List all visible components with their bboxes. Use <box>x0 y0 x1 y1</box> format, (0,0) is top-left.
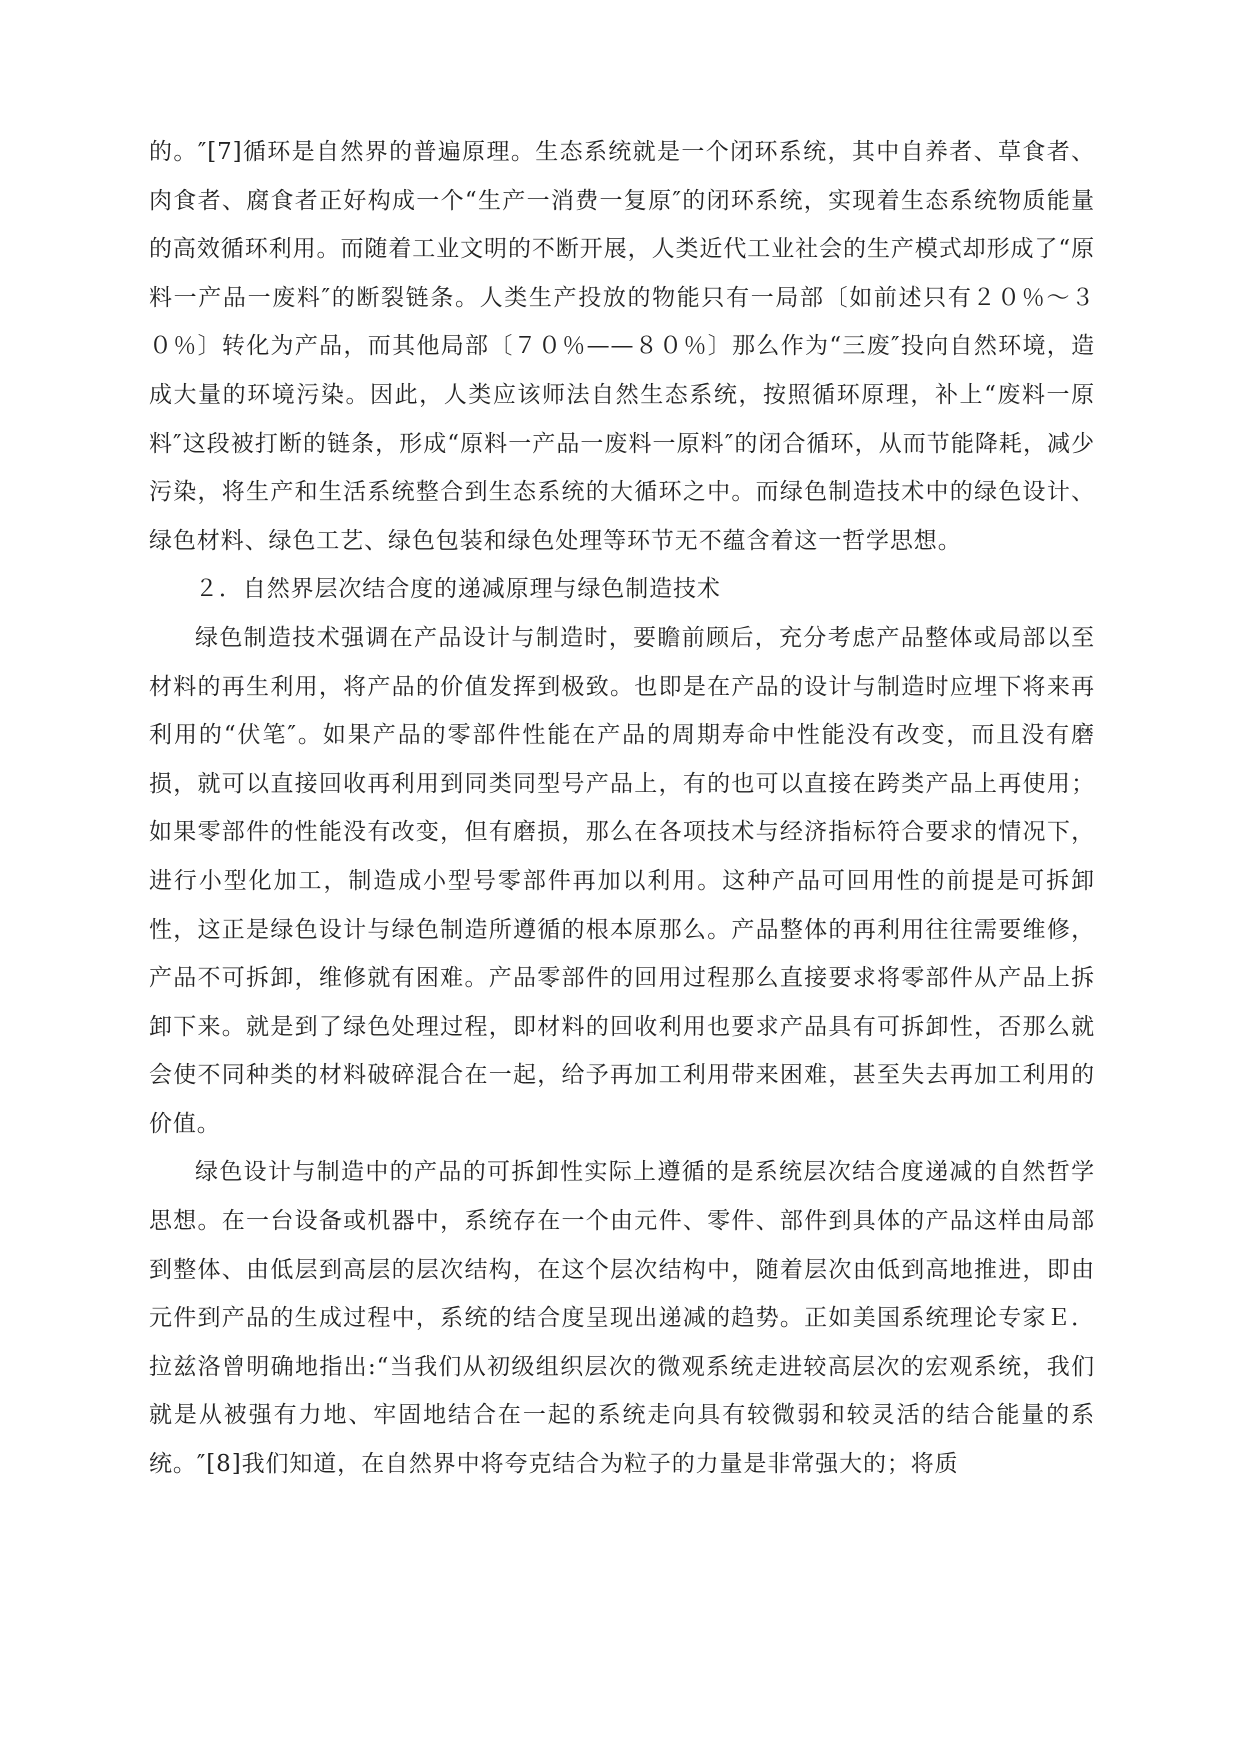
section-heading: ２．自然界层次结合度的递减原理与绿色制造技术 <box>195 576 721 603</box>
paragraph-continuation: 的。″[7]循环是自然界的普遍原理。生态系统就是一个闭环系统，其中自养者、草食者、肉食者、腐食者正好构成一个“生产一消费一复原″的闭环系统，实现着生态系统物质能量的高效循环利用。而随着工业文明的不断开展，人类近代工业社会的生产模式却形成了“原料一产品一废料″的断裂链条。人类生产投放的物能只有一局部〔如前述只有２０％～３０％〕转化为产品，而其他局部〔７０％——８０％〕那么作为“三废″投向自然环境，造成大量的环境污染。因此，人类应该师法自然生态系统，按照循环原理，补上“废料一原料″这段被打断的链条，形成“原料一产品一废料一原料″的闭合循环，从而节能降耗，减少污染，将生产和生活系统整合到生态系统的大循环之中。而绿色制造技术中的绿色设计、绿色材料、绿色工艺、绿色包装和绿色处理等环节无不蕴含着这一哲学思想。 <box>149 139 1095 554</box>
paragraph-hierarchy: 绿色设计与制造中的产品的可拆卸性实际上遵循的是系统层次结合度递减的自然哲学思想。在一台设备或机器中，系统存在一个由元件、零件、部件到具体的产品这样由局部到整体、由低层到高层的层次结构，在这个层次结构中，随着层次由低到高地推进，即由元件到产品的生成过程中，系统的结合度呈现出递减的趋势。正如美国系统理论专家Ｅ．拉兹洛曾明确地指出:“当我们从初级组织层次的微观系统走进较高层次的宏观系统，我们就是从被强有力地、牢固地结合在一起的系统走向具有较微弱和较灵活的结合能量的系统。″[8]我们知道，在自然界中将夸克结合为粒子的力量是非常强大的；将质 <box>149 1159 1095 1478</box>
document-body <box>149 128 1095 1489</box>
paragraph-disassembly: 绿色制造技术强调在产品设计与制造时，要瞻前顾后，充分考虑产品整体或局部以至材料的再生利用，将产品的价值发挥到极致。也即是在产品的设计与制造时应埋下将来再利用的“伏笔″。如果产品的零部件性能在产品的周期寿命中性能没有改变，而且没有磨损，就可以直接回收再利用到同类同型号产品上，有的也可以直接在跨类产品上再使用；如果零部件的性能没有改变，但有磨损，那么在各项技术与经济指标符合要求的情况下，进行小型化加工，制造成小型号零部件再加以利用。这种产品可回用性的前提是可拆卸性，这正是绿色设计与绿色制造所遵循的根本原那么。产品整体的再利用往往需要维修，产品不可拆卸，维修就有困难。产品零部件的回用过程那么直接要求将零部件从产品上拆卸下来。就是到了绿色处理过程，即材料的回收利用也要求产品具有可拆卸性，否那么就会使不同种类的材料破碎混合在一起，给予再加工利用带来困难，甚至失去再加工利用的价值。 <box>149 624 1095 1137</box>
